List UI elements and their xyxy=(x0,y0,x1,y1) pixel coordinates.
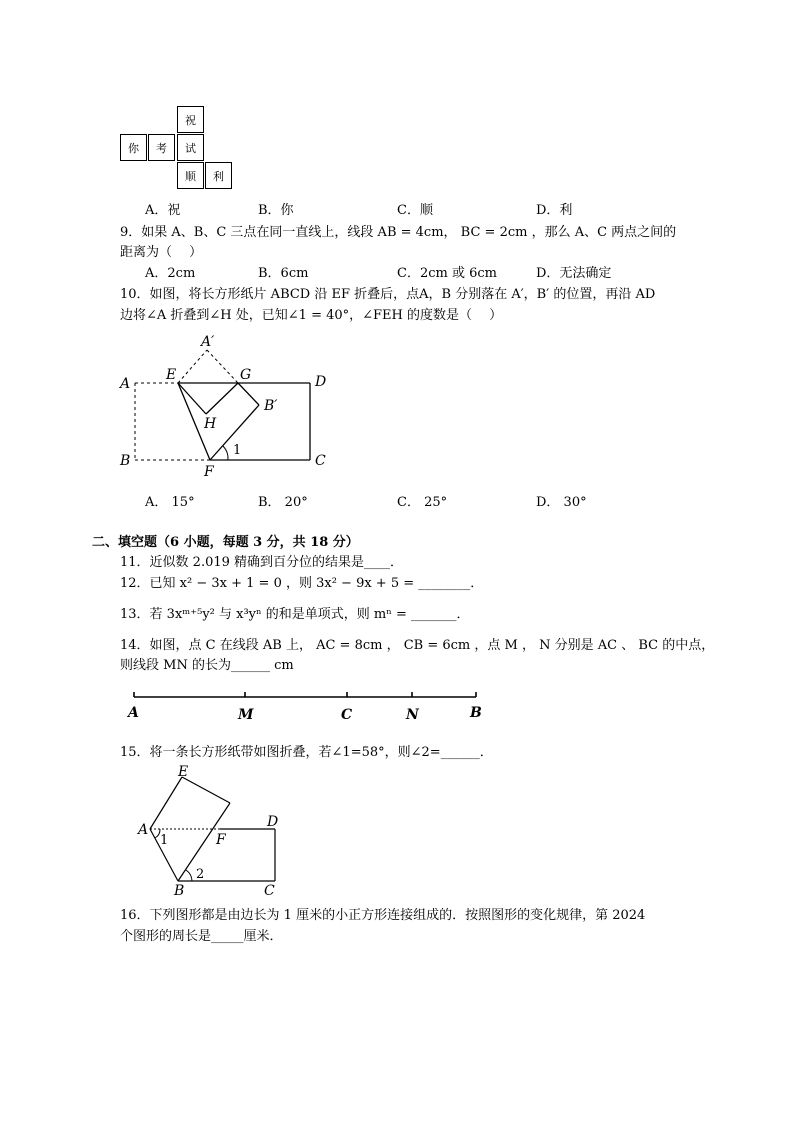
q15-label-b: B xyxy=(174,883,185,899)
q16-text-line2: 个图形的周长是_____厘米． xyxy=(120,929,283,944)
q15-label-angle-2: 2 xyxy=(196,867,205,882)
q10-option-c: C． 25° xyxy=(397,495,448,510)
q15-label-a: A xyxy=(138,822,149,838)
q14-text-line2: 则线段 MN 的长为______ cm xyxy=(120,658,294,673)
q8-option-c: C．顺 xyxy=(397,203,433,218)
q9-option-a: A．2cm xyxy=(145,266,196,281)
net-cell-shun: 顺 xyxy=(177,162,204,189)
q15-figure xyxy=(130,760,290,900)
q15-line-e-top xyxy=(182,777,230,803)
q9-option-c: C．2cm 或 6cm xyxy=(397,266,497,281)
q10-label-b-prime: B′ xyxy=(264,398,278,414)
q15-label-angle-1: 1 xyxy=(160,833,169,848)
net-cell-kao: 考 xyxy=(148,134,175,161)
q10-option-d: D． 30° xyxy=(536,495,587,510)
q9-text-line2: 距离为（ ） xyxy=(120,245,203,260)
q8-option-d: D．利 xyxy=(536,203,573,218)
q10-figure xyxy=(110,330,340,480)
q14-figure xyxy=(120,685,500,725)
q14-label-n: N xyxy=(406,707,419,723)
q15-line-ae xyxy=(150,777,182,829)
q10-label-h: H xyxy=(204,416,217,432)
q9-text-line1: 9．如果 A、B、C 三点在同一直线上，线段 AB = 4cm， BC = 2cm ，那么 A、C 两点之间的 xyxy=(120,225,677,240)
q10-label-g: G xyxy=(240,367,252,383)
q10-text-line2: 边将∠A 折叠到∠H 处，已知∠1 = 40°，∠FEH 的度数是（ ） xyxy=(120,308,503,323)
q10-label-a-prime: A′ xyxy=(201,334,215,350)
q11-text: 11．近似数 2.019 精确到百分位的结果是____． xyxy=(120,555,404,570)
q10-label-f: F xyxy=(204,464,214,480)
q10-angle-1-arc xyxy=(223,446,228,460)
q10-text-line1: 10．如图，将长方形纸片 ABCD 沿 EF 折叠后，点A，B 分别落在 A′，B′ 的位置，再沿 AD xyxy=(120,287,656,302)
q10-label-c: C xyxy=(315,453,326,469)
q15-label-e: E xyxy=(178,764,189,780)
q15-angle-2-arc xyxy=(186,870,192,881)
section-2-title: 二、填空题（6 小题，每题 3 分，共 18 分） xyxy=(92,535,359,550)
net-cell-shi: 试 xyxy=(177,134,204,161)
net-cell-zhu: 祝 xyxy=(177,106,204,133)
q14-label-m: M xyxy=(238,707,254,723)
q10-dashed-ag xyxy=(207,350,238,383)
q12-text: 12．已知 x² − 3x + 1 = 0 ，则 3x² − 9x + 5 = ________． xyxy=(120,576,484,591)
q10-line-eh xyxy=(178,383,206,414)
q14-label-b: B xyxy=(470,705,482,721)
q15-label-c: C xyxy=(264,883,275,899)
q15-label-f: F xyxy=(216,832,226,848)
q9-option-b: B．6cm xyxy=(258,266,309,281)
net-cell-ni: 你 xyxy=(120,134,147,161)
q9-option-d: D．无法确定 xyxy=(536,266,612,281)
q10-label-a: A xyxy=(120,376,131,392)
q10-option-b: B． 20° xyxy=(258,495,308,510)
q10-label-angle-1: 1 xyxy=(233,443,242,458)
q10-line-gb xyxy=(238,383,259,405)
q8-option-b: B．你 xyxy=(258,203,294,218)
q14-text-line1: 14．如图，点 C 在线段 AB 上， AC = 8cm ， CB = 6cm ，点 M ， N 分别是 AC 、 BC 的中点， xyxy=(120,638,715,653)
q15-label-d: D xyxy=(267,814,279,830)
q10-line-hg xyxy=(206,383,238,414)
q10-label-b: B xyxy=(120,453,131,469)
q15-text: 15．将一条长方形纸带如图折叠，若∠1=58°，则∠2=______． xyxy=(120,745,493,760)
net-cell-li: 利 xyxy=(205,162,232,189)
q8-option-a: A．祝 xyxy=(145,203,181,218)
q13-text: 13．若 3xᵐ⁺⁵y² 与 x³yⁿ 的和是单项式，则 mⁿ = _______． xyxy=(120,607,470,622)
q10-dashed-ea xyxy=(178,350,207,383)
q14-label-a: A xyxy=(128,705,139,721)
q10-label-d: D xyxy=(315,374,327,390)
q10-label-e: E xyxy=(166,367,177,383)
q10-option-a: A． 15° xyxy=(145,495,195,510)
q16-text-line1: 16．下列图形都是由边长为 1 厘米的小正方形连接组成的．按照图形的变化规律，第 2024 xyxy=(120,908,646,923)
q14-label-c: C xyxy=(341,707,353,723)
